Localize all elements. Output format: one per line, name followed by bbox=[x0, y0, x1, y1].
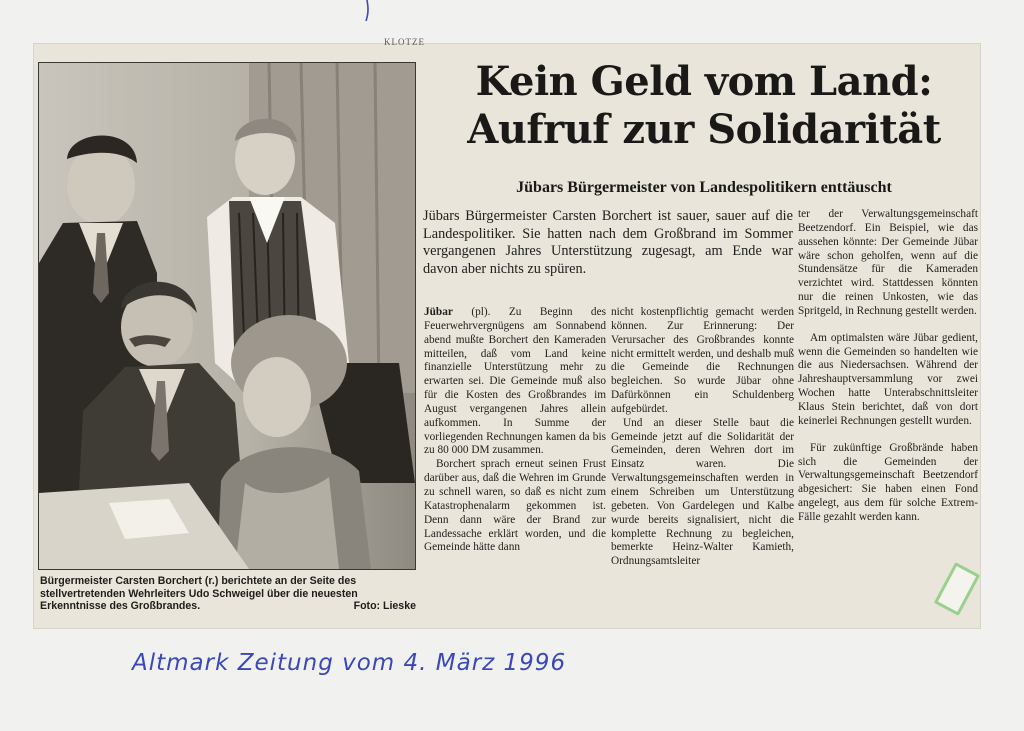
photo-caption bbox=[40, 575, 416, 613]
lead-paragraph: Jübars Bürgermeister Carsten Borchert ist sauer, sauer auf die Landespolitiker. Sie hatten nach dem Großbrand im Sommer vergangenen Jahres Unterstützung zugesagt, am Ende war davon aber nichts zu spüren. bbox=[423, 208, 793, 277]
column-1-paragraph-1 bbox=[424, 306, 606, 458]
caption-text: Bürgermeister Carsten Borchert (r.) berichtete an der Seite des stellvertretenden Wehrleiters Udo Schweigel über die neuesten Erkenntnisse des Großbrandes. bbox=[40, 575, 358, 613]
column-3-paragraph-3: Für zukünftige Großbrände haben sich die Gemeinden der Verwaltungsgemeinschaft Beetzendorf abgesichert: Sie haben einen Fond angelegt, aus dem für solche Extrem-Fälle gezahlt werden kann. bbox=[798, 441, 978, 523]
column-1-paragraph-1-text: (pl). Zu Beginn des Feuerwehrvergnügens am Sonnabend abend mußte Borchert den Kameraden mitteilen, daß vom Land keine finanzielle Unterstützung mehr zu erwarten sei. Die Gemeinde muß also für die Kosten des Großbrandes im August vergangenen Jahres allein aufkommen. In Summe der vorliegenden Rechnungen kamen da bis zu 80 000 DM zusammen. bbox=[424, 306, 606, 457]
headline-line-2: Aufruf zur Solidarität bbox=[467, 106, 941, 153]
headline bbox=[434, 58, 974, 154]
column-3-paragraph-2: Am optimalsten wäre Jübar gedient, wenn die Gemeinden so handelten wie die aus Niedersachsen. Während der Jahreshauptversammlung vor zwei Wochen hatte Unterabschnittsleiter Klaus Stein berichtet, daß von dort keinerlei Rechnungen gestellt wurden. bbox=[798, 331, 978, 427]
pen-mark bbox=[364, 0, 370, 22]
article-column-2 bbox=[611, 306, 794, 569]
subheadline: Jübars Bürgermeister von Landespolitikern enttäuscht bbox=[516, 179, 892, 196]
headline-line-1: Kein Geld vom Land: bbox=[475, 58, 933, 105]
column-2-paragraph-2: Und an dieser Stelle baut die Gemeinde jetzt auf die Solidarität der Gemeinden, deren Wehren dort im Einsatz waren. Die Verwaltungsgemeinschaften werden in einem Schreiben um Unterstützung gebeten. Von Gardelegen und Kalbe wurde bereits signalisiert, nicht die komplette Rechnung zu begleichen, bemerkte Heinz-Walter Kamieth, Ordnungsamtsleiter bbox=[611, 416, 794, 568]
handwritten-source-note: Altmark Zeitung vom 4. März 1996 bbox=[132, 650, 567, 676]
top-scrap-text: KLOTZE bbox=[384, 38, 425, 46]
photo-credit: Foto: Lieske bbox=[353, 600, 416, 613]
column-3-paragraph-1: ter der Verwaltungsgemeinschaft Beetzendorf. Ein Beispiel, wie das aussehen könnte: Der Gemeinde Jübar wäre schon geholfen, wenn auf die Stundensätze für die Kameraden verzichtet wird. Stattdessen könnten nur die reinen Unkosten, wie das Spritgeld, in Rechnung gestellt werden. bbox=[798, 208, 978, 317]
article-column-3 bbox=[798, 208, 978, 525]
column-1-paragraph-2: Borchert sprach erneut seinen Frust darüber aus, daß die Wehren im Grunde zu schnell waren, so daß es nicht zum Katastrophenalarm gekommen ist. Denn dann wäre der Brand zur Landessache erklärt worden, und die Gemeinde hätte dann bbox=[424, 458, 606, 554]
column-2-paragraph-1: nicht kostenpflichtig gemacht werden können. Zur Erinnerung: Der Verursacher des Großbrandes konnte nicht ermittelt werden, und deshalb muß die Gemeinde die Rechnungen begleichen. So wurde Jübar ohne Dafürkönnen ein Schuldenberg aufgebürdet. bbox=[611, 306, 794, 415]
article-photo bbox=[38, 62, 416, 570]
dateline: Jübar bbox=[424, 306, 453, 318]
article-column-1 bbox=[424, 306, 606, 555]
